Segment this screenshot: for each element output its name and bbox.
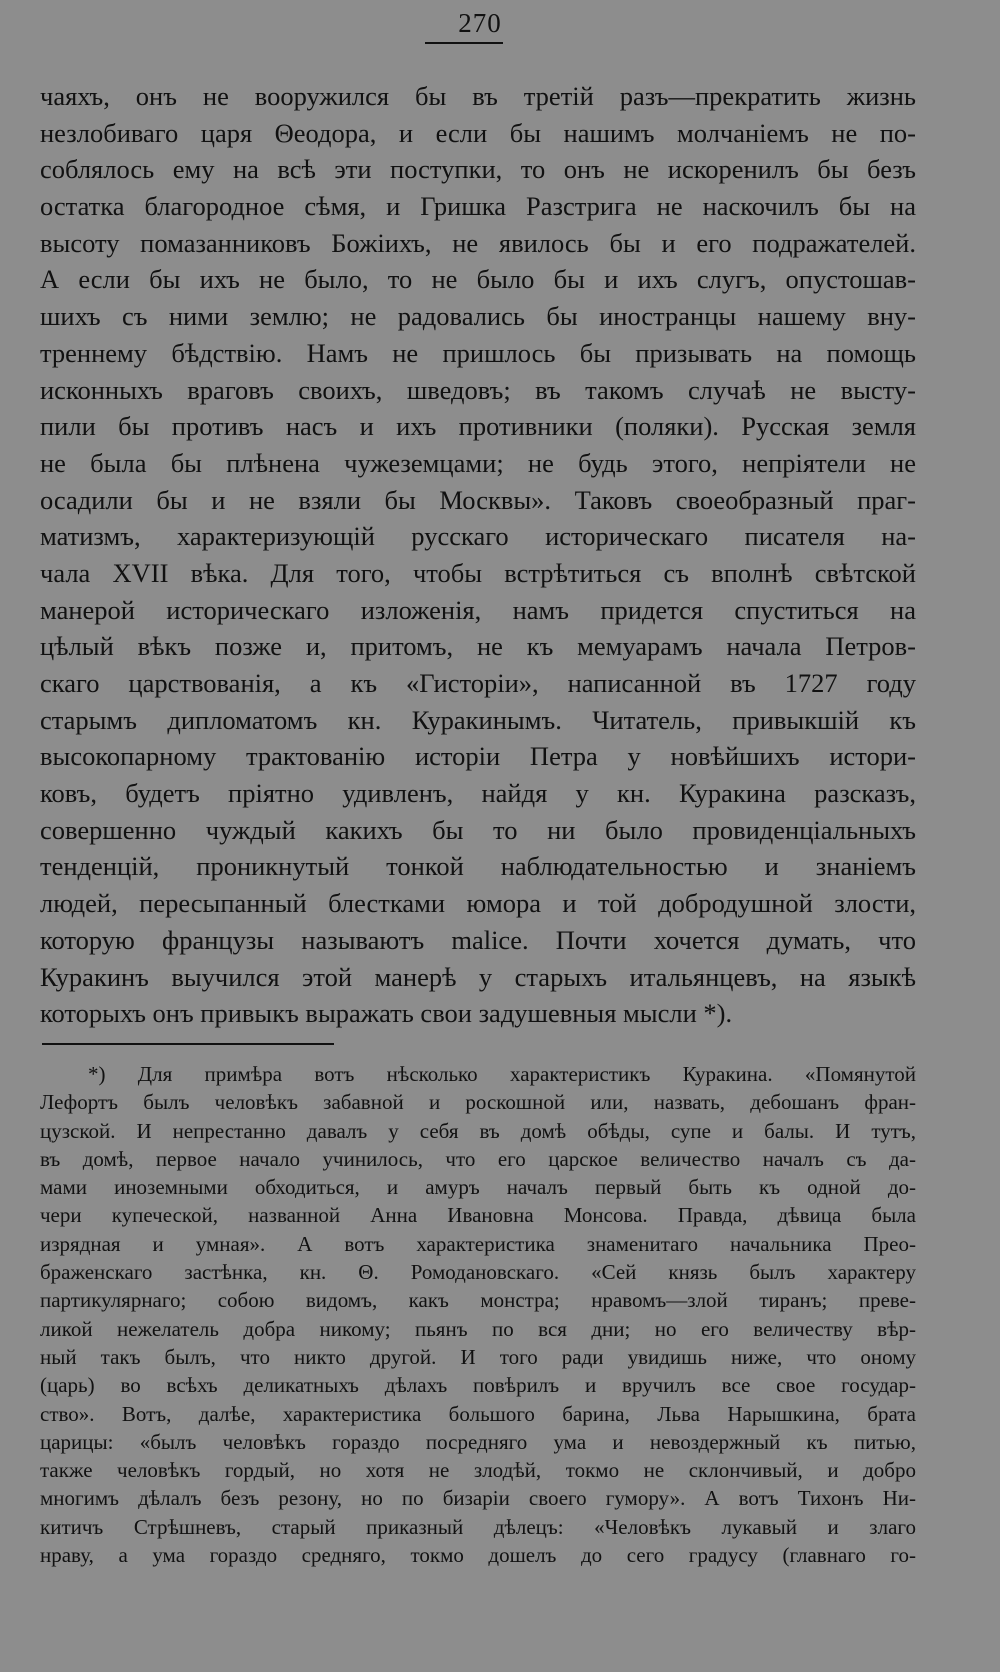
footnote-line: Лефортъ былъ человѣкъ забавной и роскошной или, назвать, дебошанъ фран-	[40, 1090, 916, 1115]
text-line: А если бы ихъ не было, то не было бы и ихъ слугъ, опустошав-	[40, 264, 916, 295]
text-line: совершенно чуждый какихъ бы то ни было провиденціальныхъ	[40, 814, 916, 845]
footnote-line: китичъ Стрѣшневъ, старый приказный дѣлецъ: «Человѣкъ лукавый и злаго	[40, 1514, 916, 1539]
footnote-line: браженскаго застѣнка, кн. Θ. Ромодановскаго. «Сей князь былъ характеру	[40, 1260, 916, 1285]
text-line: шихъ съ ними землю; не радовались бы иностранцы нашему вну-	[40, 301, 916, 332]
footnote-line: цузской. И непрестанно давалъ у себя въ домѣ обѣды, супе и балы. И тутъ,	[40, 1118, 916, 1143]
text-line: незлобиваго царя Θеодора, и если бы нашимъ молчаніемъ не по-	[40, 117, 916, 148]
page-number: 270	[458, 8, 502, 38]
text-line: скаго царствованія, а къ «Гисторіи», написанной въ 1727 году	[40, 668, 916, 698]
text-line: чаяхъ, онъ не вооружился бы въ третій разъ—прекратить жизнь	[40, 81, 916, 111]
footnote-line: ство». Вотъ, далѣе, характеристика большого барина, Льва Нарышкина, брата	[40, 1401, 916, 1426]
text-line: исконныхъ враговъ своихъ, шведовъ; въ такомъ случаѣ не высту-	[40, 374, 916, 405]
text-line: которую французы называютъ malice. Почти хочется думать, что	[40, 924, 916, 955]
main-text	[40, 78, 916, 1032]
text-line: тенденцій, проникнутый тонкой наблюдательностью и знаніемъ	[40, 851, 916, 882]
footnote-line: царицы: «былъ человѣкъ гораздо посредняго ума и невоздержный къ питью,	[40, 1429, 916, 1454]
footnote-line: чери купеческой, названной Анна Ивановна Монсова. Правда, дѣвица была	[40, 1203, 916, 1228]
footnote-line: также человѣкъ гордый, но хотя не злодѣй, токмо не склончивый, и добро	[40, 1458, 916, 1483]
text-line: соблялось ему на всѣ эти поступки, то онъ не искоренилъ бы безъ	[40, 154, 916, 185]
footnote-line: (царь) во всѣхъ деликатныхъ дѣлахъ повѣрилъ и вручилъ все свое государ-	[40, 1373, 916, 1398]
footnote-line: партикулярнаго; собою видомъ, какъ монстра; нравомъ—злой тиранъ; преве-	[40, 1288, 916, 1313]
footnote	[40, 1060, 916, 1569]
footnote-line: ный такъ былъ, что никто другой. И того ради увидишь ниже, что оному	[40, 1344, 916, 1369]
text-line: манерой историческаго изложенія, намъ придется спуститься на	[40, 594, 916, 625]
text-line: высоту помазанниковъ Божіихъ, не явилось бы и его подражателей.	[40, 227, 916, 258]
footnote-line: *) Для примѣра вотъ нѣсколько характеристикъ Куракина. «Помянутой	[88, 1062, 916, 1086]
text-line: не была бы плѣнена чужеземцами; не будь этого, непріятели не	[40, 447, 916, 478]
footnote-line: въ домѣ, первое начало учинилось, что его царское величество началъ съ да-	[40, 1146, 916, 1171]
text-line: цѣлый вѣкъ позже и, притомъ, не къ мемуарамъ начала Петров-	[40, 631, 916, 662]
footnote-line: мами иноземными обходиться, и амуръ началъ первый быть къ одной до-	[40, 1175, 916, 1200]
footnote-line: изрядная и умная». А вотъ характеристика знаменитаго начальника Прео-	[40, 1231, 916, 1256]
text-line: высокопарному трактованію исторіи Петра у новѣйшихъ истори-	[40, 741, 916, 772]
footnote-line: ликой нежелатель добра никому; пьянъ по вся дни; но его величеству вѣр-	[40, 1316, 916, 1341]
text-line: пили бы противъ насъ и ихъ противники (поляки). Русская земля	[40, 411, 916, 442]
text-line: осадили бы и не взяли бы Москвы». Таковъ своеобразный праг-	[40, 484, 916, 515]
footnote-line: многимъ дѣлалъ безъ резону, но по бизаріи своего гумору». А вотъ Тихонъ Ни-	[40, 1486, 916, 1511]
text-line: матизмъ, характеризующій русскаго историческаго писателя на-	[40, 521, 916, 552]
text-line: которыхъ онъ привыкъ выражать свои задушевныя мысли *).	[40, 998, 733, 1029]
text-line: людей, пересыпанный блестками юмора и той добродушной злости,	[40, 888, 916, 919]
footnote-line: нраву, а ума гораздо средняго, токмо дошелъ до сего градусу (главнаго го-	[40, 1543, 916, 1568]
footnote-rule	[42, 1043, 334, 1045]
header-rule	[425, 42, 503, 44]
text-line: старымъ дипломатомъ кн. Куракинымъ. Читатель, привыкшій къ	[40, 704, 916, 735]
text-line: остатка благородное сѣмя, и Гришка Разстрига не наскочилъ бы на	[40, 191, 916, 222]
text-line: Куракинъ выучился этой манерѣ у старыхъ итальянцевъ, на языкѣ	[40, 961, 916, 992]
text-line: ковъ, будетъ пріятно удивленъ, найдя у кн. Куракина разсказъ,	[40, 778, 916, 809]
text-line: треннему бѣдствію. Намъ не пришлось бы призывать на помощь	[40, 337, 916, 368]
text-line: чала XVII вѣка. Для того, чтобы встрѣтиться съ вполнѣ свѣтской	[40, 557, 916, 588]
